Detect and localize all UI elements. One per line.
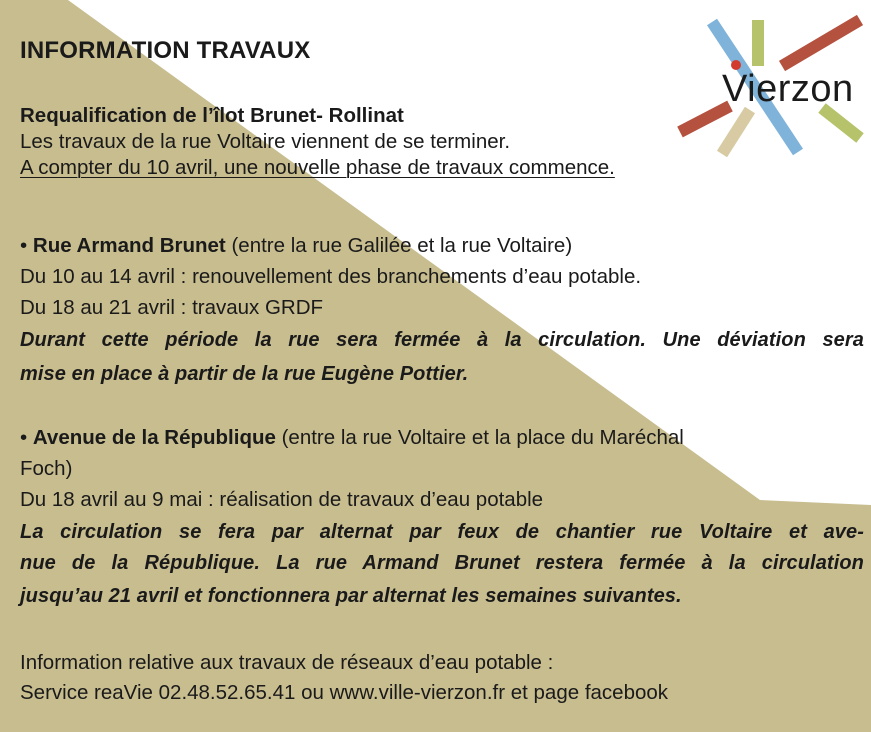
section1-heading	[20, 233, 572, 259]
section2-heading	[20, 425, 684, 451]
section1-line-2: Du 18 au 21 avril : travaux GRDF	[20, 296, 324, 319]
section1-notice-2: mise en place à partir de la rue Eugène Pottier.	[20, 363, 469, 385]
logo-green-stroke-right	[822, 108, 860, 138]
footer-line-1: Information relative aux travaux de réseaux d’eau potable :	[20, 651, 554, 674]
section1-name: Rue Armand Brunet	[32, 234, 226, 257]
logo-red-stroke-top	[782, 20, 860, 66]
page-title: INFORMATION TRAVAUX	[20, 37, 311, 64]
section2-notice-1: La circulation se fera par alternat par feux de chantier rue Voltaire et ave-	[20, 521, 864, 543]
section1-detail: (entre la rue Galilée et la rue Voltaire)	[225, 234, 573, 257]
bullet: •	[20, 426, 28, 449]
intro-line-1: Les travaux de la rue Voltaire viennent de se terminer.	[20, 130, 511, 153]
section2-line-1: Du 18 avril au 9 mai : réalisation de travaux d’eau potable	[20, 488, 544, 511]
section2-detail-cont: Foch)	[20, 457, 73, 480]
section2-name: Avenue de la République	[32, 426, 276, 449]
logo-tan-stroke	[722, 110, 750, 154]
section2-notice-3: jusqu’au 21 avril et fonctionnera par alternat les semaines suivantes.	[20, 585, 682, 607]
intro-line-2: A compter du 10 avril, une nouvelle phase de travaux commence.	[20, 156, 615, 179]
vierzon-logo	[670, 14, 870, 164]
logo-text: Vierzon	[722, 68, 854, 110]
section2-detail: (entre la rue Voltaire et la place du Maréchal	[275, 426, 684, 449]
bullet: •	[20, 234, 28, 257]
footer-line-2: Service reaVie 02.48.52.65.41 ou www.ville-vierzon.fr et page facebook	[20, 681, 669, 704]
section1-notice-1: Durant cette période la rue sera fermée à la circulation. Une déviation sera	[20, 329, 864, 351]
section2-notice-2: nue de la République. La rue Armand Brunet restera fermée à la circulation	[20, 552, 864, 574]
section1-line-1: Du 10 au 14 avril : renouvellement des branchements d’eau potable.	[20, 265, 642, 288]
intro-heading: Requalification de l’îlot Brunet- Rollinat	[20, 104, 404, 127]
